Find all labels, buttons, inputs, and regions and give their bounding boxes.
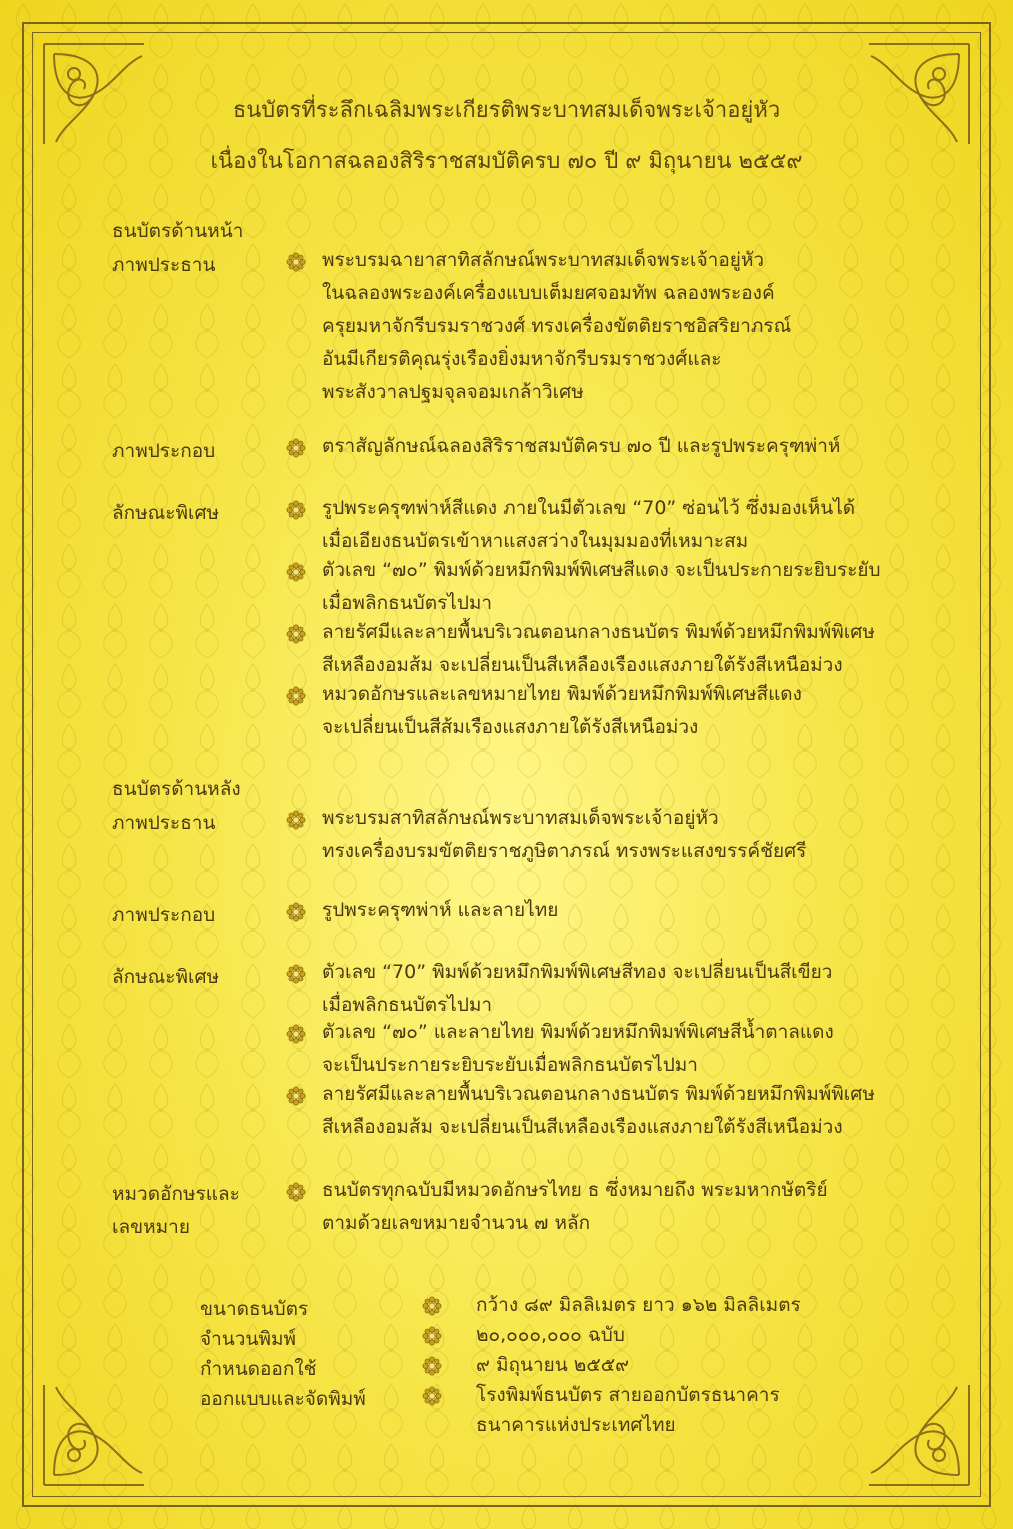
text-line: จะเป็นประกายระยิบระยับเมื่อพลิกธนบัตรไปมา (322, 1054, 698, 1076)
text-line: โรงพิมพ์ธนบัตร สายออกบัตรธนาคาร (476, 1384, 780, 1406)
text-line: ตัวเลข “๗๐” และลายไทย พิมพ์ด้วยหมึกพิมพ์พิเศษสีน้ำตาลแดง (322, 1021, 834, 1043)
text-line: สีเหลืองอมส้ม จะเปลี่ยนเป็นสีเหลืองเรืองแสงภายใต้รังสีเหนือม่วง (322, 654, 843, 676)
flower-bullet-icon (422, 1326, 442, 1346)
text-line: ธนบัตรทุกฉบับมีหมวดอักษรไทย ธ ซึ่งหมายถึง พระมหากษัตริย์ (322, 1179, 828, 1201)
text-line: ทรงเครื่องบรมขัตติยราชภูษิตาภรณ์ ทรงพระแสงขรรค์ชัยศรี (322, 840, 807, 862)
flower-bullet-icon (286, 438, 306, 458)
text-line: ลายรัศมีและลายพื้นบริเวณตอนกลางธนบัตร พิมพ์ด้วยหมึกพิมพ์พิเศษ (322, 1083, 875, 1105)
back-special-item-1 (322, 956, 832, 1022)
flower-bullet-icon (286, 902, 306, 922)
flower-bullet-icon (422, 1296, 442, 1316)
text-line: เมื่อพลิกธนบัตรไปมา (322, 592, 493, 614)
text-line: ครุยมหาจักรีบรมราชวงศ์ ทรงเครื่องขัตติยราชอิสริยาภรณ์ (322, 315, 792, 337)
text-line: สีเหลืองอมส้ม จะเปลี่ยนเป็นสีเหลืองเรืองแสงภายใต้รังสีเหนือม่วง (322, 1116, 843, 1138)
front-main-text (322, 244, 791, 409)
serial-text (322, 1174, 828, 1240)
text-line: ตัวเลข “70” พิมพ์ด้วยหมึกพิมพ์พิเศษสีทอง จะเปลี่ยนเป็นสีเขียว (322, 961, 833, 983)
text-line: อันมีเกียรติคุณรุ่งเรืองยิ่งมหาจักรีบรมราชวงศ์และ (322, 348, 722, 370)
back-section-heading: ธนบัตรด้านหลัง (112, 778, 241, 800)
text-line: เมื่อพลิกธนบัตรไปมา (322, 994, 493, 1016)
fact-label-issue-date: กำหนดออกใช้ (200, 1358, 317, 1380)
back-secondary-text (322, 894, 558, 927)
serial-label-line-2: เลขหมาย (112, 1216, 190, 1238)
back-special-item-3 (322, 1078, 875, 1144)
text-line: ๒๐,๐๐๐,๐๐๐ ฉบับ (476, 1324, 625, 1346)
fact-value-quantity (476, 1320, 625, 1350)
text-line: ตราสัญลักษณ์ฉลองสิริราชสมบัติครบ ๗๐ ปี และรูปพระครุฑพ่าห์ (322, 435, 841, 457)
flower-bullet-icon (286, 686, 306, 706)
front-special-item-1 (322, 492, 855, 558)
text-line: ในฉลองพระองค์เครื่องแบบเต็มยศจอมทัพ ฉลองพระองค์ (322, 282, 775, 304)
fact-value-issue-date (476, 1350, 629, 1380)
front-main-label: ภาพประธาน (112, 254, 216, 276)
text-line: จะเปลี่ยนเป็นสีส้มเรืองแสงภายใต้รังสีเหนือม่วง (322, 716, 699, 738)
text-line: พระสังวาลปฐมจุลจอมเกล้าวิเศษ (322, 381, 584, 403)
text-line: ลายรัศมีและลายพื้นบริเวณตอนกลางธนบัตร พิมพ์ด้วยหมึกพิมพ์พิเศษ (322, 621, 875, 643)
flower-bullet-icon (286, 1182, 306, 1202)
fact-label-quantity: จำนวนพิมพ์ (200, 1328, 297, 1350)
front-secondary-text (322, 430, 840, 463)
flower-bullet-icon (286, 810, 306, 830)
flower-bullet-icon (286, 500, 306, 520)
serial-label-line-1: หมวดอักษรและ (112, 1183, 240, 1205)
fact-value-size (476, 1290, 801, 1320)
page-title-line-2: เนื่องในโอกาสฉลองสิริราชสมบัติครบ ๗๐ ปี ๙ มิถุนายน ๒๕๕๙ (210, 149, 803, 174)
fact-value-designer (476, 1380, 780, 1440)
text-line: หมวดอักษรและเลขหมายไทย พิมพ์ด้วยหมึกพิมพ์พิเศษสีแดง (322, 683, 802, 705)
front-special-item-2 (322, 554, 881, 620)
flower-bullet-icon (422, 1356, 442, 1376)
flower-bullet-icon (286, 624, 306, 644)
front-section-heading: ธนบัตรด้านหน้า (112, 220, 244, 242)
text-line: พระบรมฉายาสาทิสลักษณ์พระบาทสมเด็จพระเจ้าอยู่หัว (322, 249, 765, 271)
text-line: ตามด้วยเลขหมายจำนวน ๗ หลัก (322, 1212, 591, 1234)
serial-label (112, 1178, 240, 1244)
front-special-item-4 (322, 678, 802, 744)
text-line: ตัวเลข “๗๐” พิมพ์ด้วยหมึกพิมพ์พิเศษสีแดง จะเป็นประกายระยิบระยับ (322, 559, 881, 581)
flower-bullet-icon (286, 964, 306, 984)
flower-bullet-icon (286, 252, 306, 272)
back-main-text (322, 802, 806, 868)
flower-bullet-icon (286, 1024, 306, 1044)
back-main-label: ภาพประธาน (112, 812, 216, 834)
flower-bullet-icon (286, 1086, 306, 1106)
text-line: ธนาคารแห่งประเทศไทย (476, 1414, 676, 1436)
back-secondary-label: ภาพประกอบ (112, 904, 216, 926)
flower-bullet-icon (286, 562, 306, 582)
fact-label-size: ขนาดธนบัตร (200, 1298, 309, 1320)
text-line: เมื่อเอียงธนบัตรเข้าหาแสงสว่างในมุมมองที่เหมาะสม (322, 530, 749, 552)
text-line: ๙ มิถุนายน ๒๕๕๙ (476, 1354, 630, 1376)
corner-ornament-icon (859, 1375, 979, 1495)
back-special-label: ลักษณะพิเศษ (112, 966, 220, 988)
front-secondary-label: ภาพประกอบ (112, 440, 216, 462)
flower-bullet-icon (422, 1386, 442, 1406)
page-title-line-1: ธนบัตรที่ระลึกเฉลิมพระเกียรติพระบาทสมเด็จพระเจ้าอยู่หัว (232, 98, 781, 123)
text-line: พระบรมสาทิสลักษณ์พระบาทสมเด็จพระเจ้าอยู่หัว (322, 807, 719, 829)
text-line: รูปพระครุฑพ่าห์ และลายไทย (322, 899, 559, 921)
front-special-label: ลักษณะพิเศษ (112, 502, 220, 524)
back-special-item-2 (322, 1016, 834, 1082)
text-line: รูปพระครุฑพ่าห์สีแดง ภายในมีตัวเลข “70” ซ่อนไว้ ซึ่งมองเห็นได้ (322, 497, 856, 519)
fact-label-designer: ออกแบบและจัดพิมพ์ (200, 1388, 366, 1410)
corner-ornament-icon (34, 1375, 154, 1495)
text-line: กว้าง ๘๙ มิลลิเมตร ยาว ๑๖๒ มิลลิเมตร (476, 1294, 801, 1316)
front-special-item-3 (322, 616, 875, 682)
